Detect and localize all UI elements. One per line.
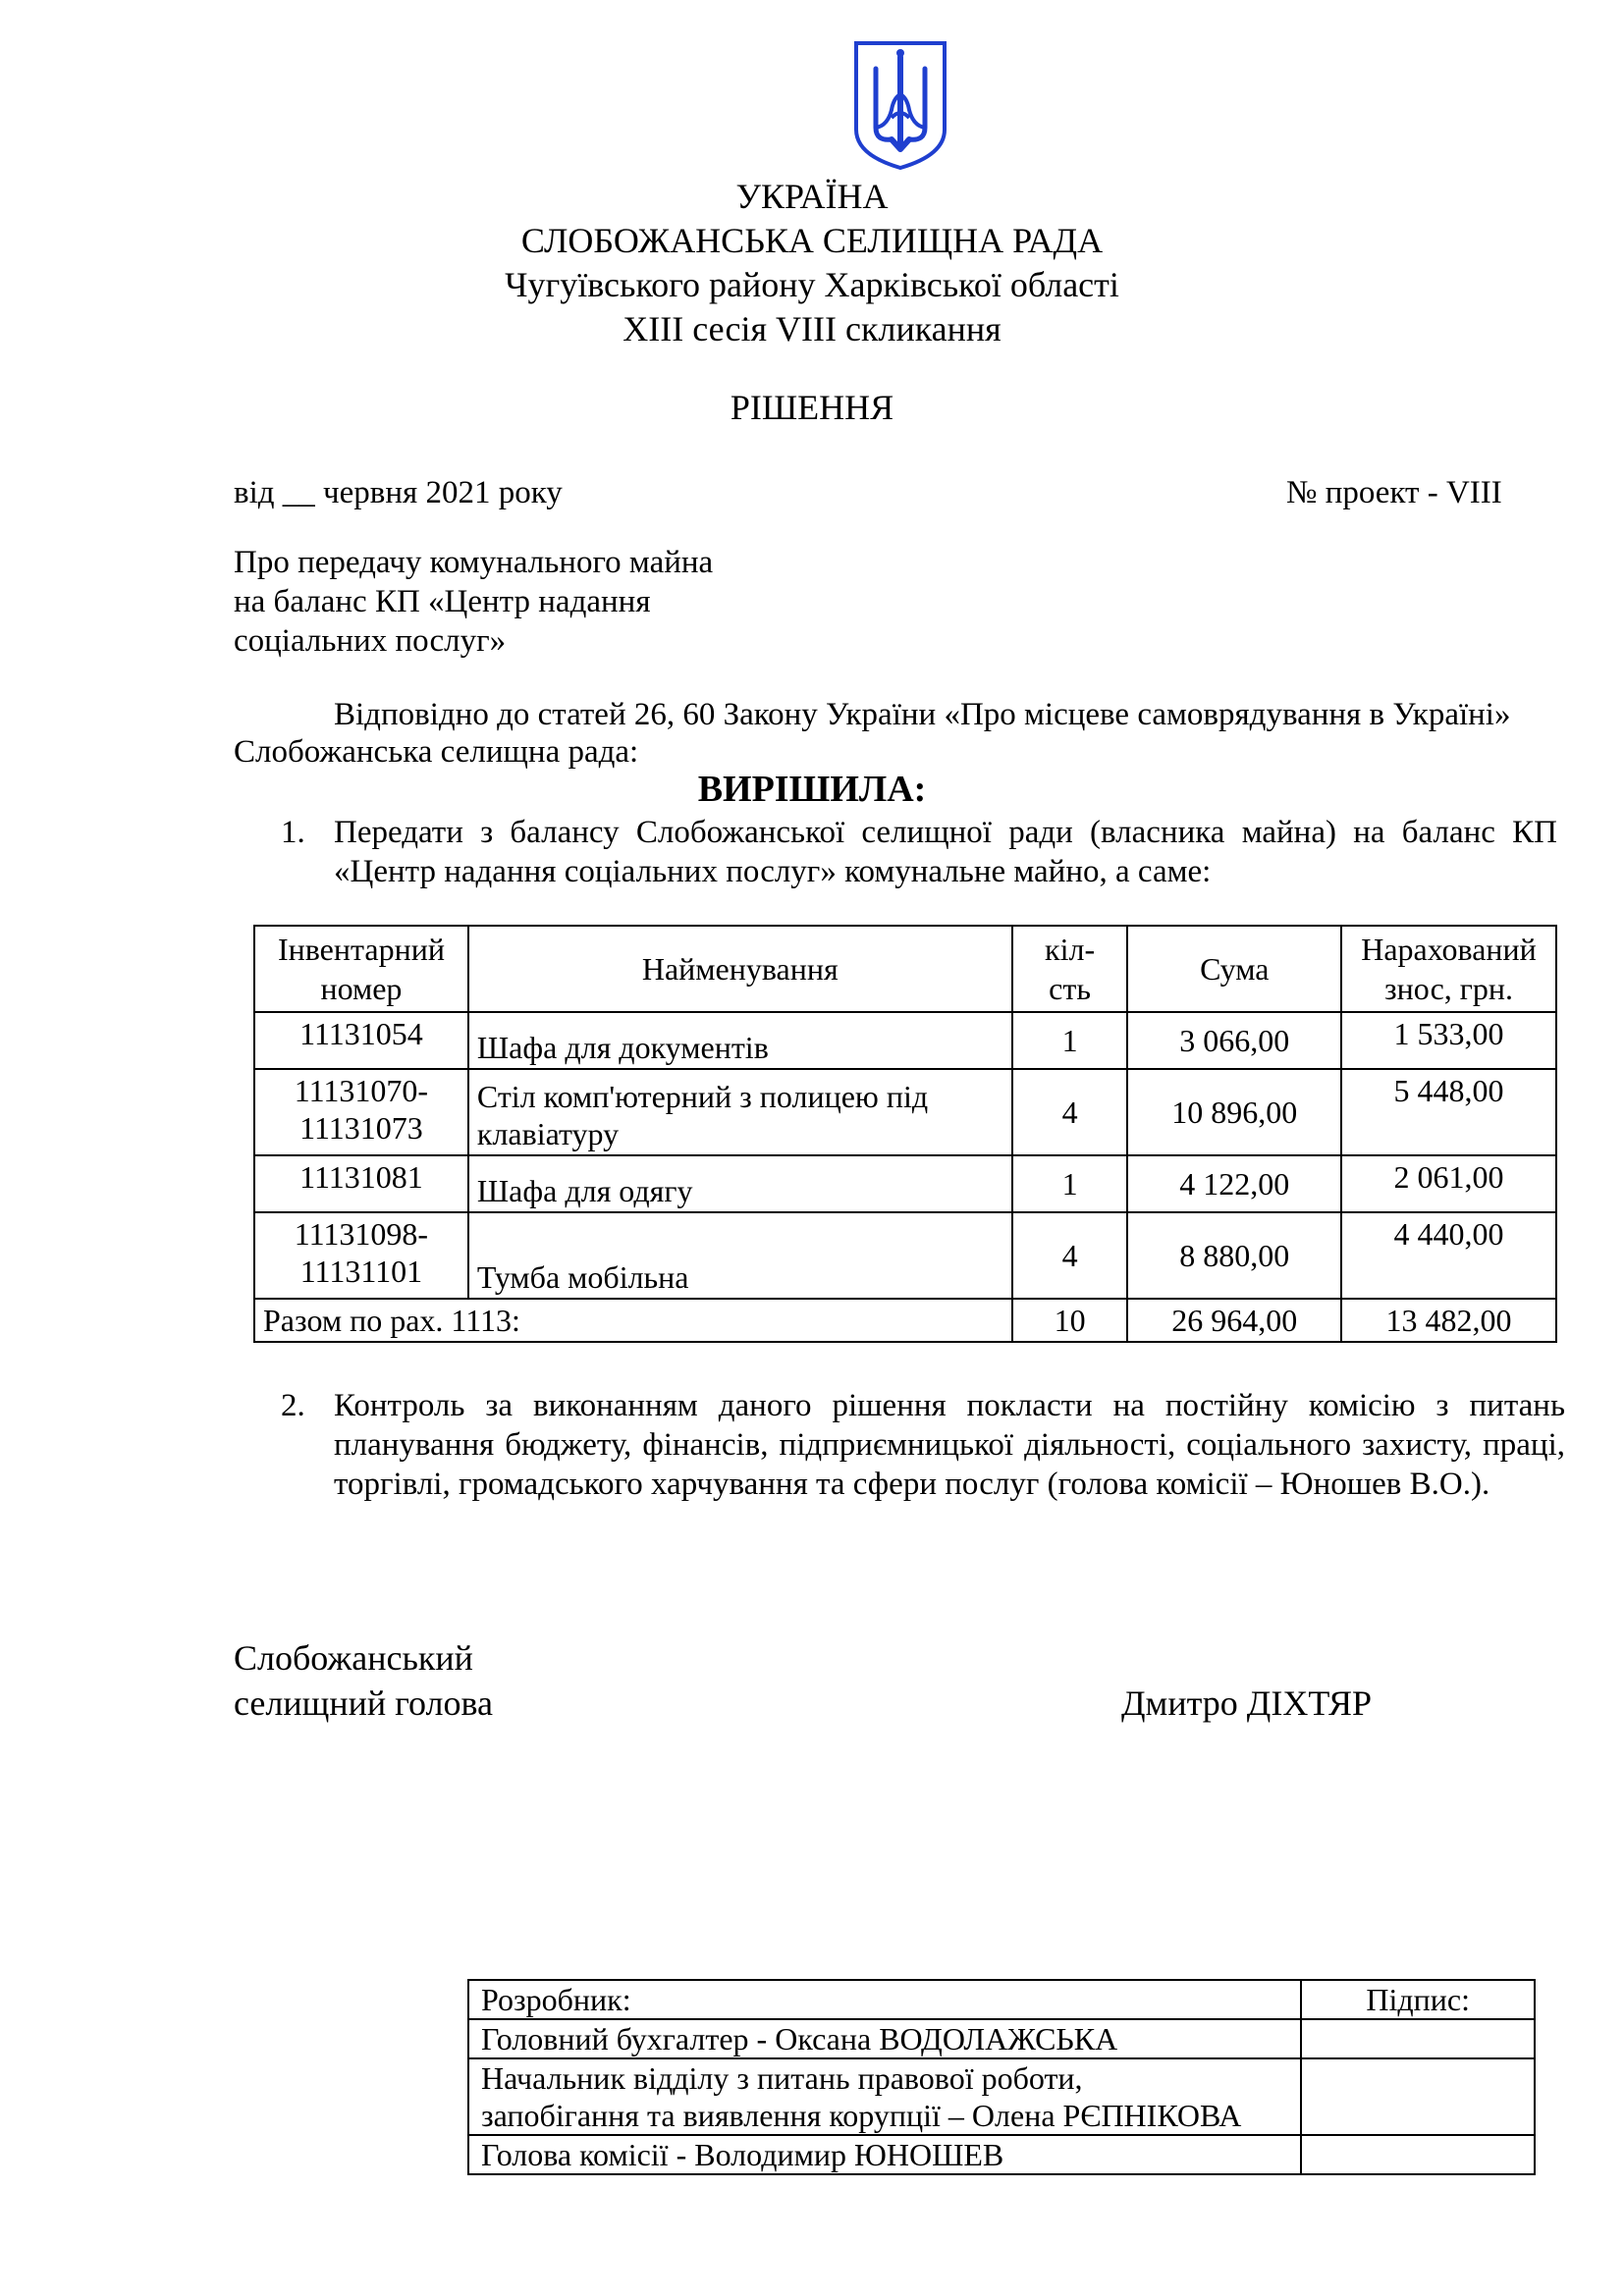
table-header-row — [254, 926, 1556, 1012]
table-total-row — [254, 1299, 1556, 1342]
session-name: XIII сесія VIII скликання — [623, 309, 1001, 348]
header-name: Найменування — [468, 926, 1012, 1012]
preamble-line-1: Відповідно до статей 26, 60 Закону України «Про місцеве самоврядування в Україні» — [334, 697, 1511, 732]
cell-quantity: 1 — [1012, 1012, 1128, 1069]
country-name: УКРАЇНА — [735, 177, 889, 216]
cell-sum: 8 880,00 — [1127, 1212, 1341, 1299]
signature-cell — [1301, 2019, 1535, 2058]
cell-quantity: 4 — [1012, 1069, 1128, 1155]
subject-line-3: соціальних послуг» — [234, 623, 507, 659]
item-1-line-2: «Центр надання соціальних послуг» комунальне майно, а саме: — [334, 854, 1212, 889]
item-1-line-1: Передати з балансу Слобожанської селищної ради (власника майна) на баланс КП — [334, 815, 1557, 850]
approver-commission-head: Голова комісії - Володимир ЮНОШЕВ — [468, 2135, 1301, 2174]
approval-row — [468, 2135, 1535, 2174]
developer-label: Розробник: — [468, 1980, 1301, 2019]
signatory-title-1: Слобожанський — [234, 1638, 473, 1678]
signature-column-label: Підпис: — [1301, 1980, 1535, 2019]
item-1-number: 1. — [281, 815, 305, 850]
coat-of-arms-icon — [852, 39, 948, 172]
cell-quantity: 4 — [1012, 1212, 1128, 1299]
item-2-line-2: планування бюджету, фінансів, підприємницької діяльності, соціального захисту, праці, — [334, 1427, 1565, 1463]
header-depreciation: Нарахований знос, грн. — [1341, 926, 1556, 1012]
signature-cell — [1301, 2135, 1535, 2174]
approval-row — [468, 2058, 1535, 2135]
cell-depreciation: 5 448,00 — [1341, 1069, 1556, 1155]
signatory-title-2: селищний голова — [234, 1683, 494, 1723]
cell-name: Шафа для документів — [468, 1012, 1012, 1069]
approval-header-row — [468, 1980, 1535, 2019]
total-sum: 26 964,00 — [1127, 1299, 1341, 1342]
approver-chief-accountant: Головний бухгалтер - Оксана ВОДОЛАЖСЬКА — [468, 2019, 1301, 2058]
table-row — [254, 1155, 1556, 1212]
cell-inventory: 11131070- 11131073 — [254, 1069, 468, 1155]
cell-inventory: 11131081 — [254, 1155, 468, 1212]
property-table — [253, 925, 1557, 1343]
project-number: № проект - VIII — [1286, 475, 1502, 510]
cell-name: Тумба мобільна — [468, 1212, 1012, 1299]
table-row — [254, 1069, 1556, 1155]
cell-inventory: 11131098- 11131101 — [254, 1212, 468, 1299]
cell-inventory: 11131054 — [254, 1012, 468, 1069]
table-row — [254, 1012, 1556, 1069]
header-inventory: Інвентарний номер — [254, 926, 468, 1012]
item-2-number: 2. — [281, 1388, 305, 1423]
cell-depreciation: 2 061,00 — [1341, 1155, 1556, 1212]
header-sum: Сума — [1127, 926, 1341, 1012]
total-depreciation: 13 482,00 — [1341, 1299, 1556, 1342]
cell-sum: 10 896,00 — [1127, 1069, 1341, 1155]
header-quantity: кіл- сть — [1012, 926, 1128, 1012]
subject-line-1: Про передачу комунального майна — [234, 545, 714, 580]
cell-quantity: 1 — [1012, 1155, 1128, 1212]
cell-name: Шафа для одягу — [468, 1155, 1012, 1212]
district-name: Чугуївського району Харківської області — [505, 265, 1119, 304]
approval-row — [468, 2019, 1535, 2058]
total-quantity: 10 — [1012, 1299, 1128, 1342]
cell-sum: 3 066,00 — [1127, 1012, 1341, 1069]
item-2-line-1: Контроль за виконанням даного рішення покласти на постійну комісію з питань — [334, 1388, 1565, 1423]
preamble-line-2: Слобожанська селищна рада: — [234, 734, 639, 770]
signature-cell — [1301, 2058, 1535, 2135]
signatory-name: Дмитро ДІХТЯР — [1121, 1683, 1372, 1723]
cell-name: Стіл комп'ютерний з полицею під клавіатуру — [468, 1069, 1012, 1155]
decided-heading: ВИРІШИЛА: — [697, 769, 927, 810]
document-type: РІШЕННЯ — [730, 388, 894, 427]
cell-depreciation: 1 533,00 — [1341, 1012, 1556, 1069]
table-row — [254, 1212, 1556, 1299]
total-label: Разом по рах. 1113: — [254, 1299, 1012, 1342]
decision-date: від __ червня 2021 року — [234, 475, 563, 510]
approval-table — [467, 1979, 1536, 2175]
cell-depreciation: 4 440,00 — [1341, 1212, 1556, 1299]
approver-legal-head: Начальник відділу з питань правової роботи, запобігання та виявлення корупції – Олена РЄПНІКОВА — [468, 2058, 1301, 2135]
subject-line-2: на баланс КП «Центр надання — [234, 584, 651, 619]
council-name: СЛОБОЖАНСЬКА СЕЛИЩНА РАДА — [520, 221, 1104, 260]
item-2-line-3: торгівлі, громадського харчування та сфери послуг (голова комісії – Юношев В.О.). — [334, 1467, 1490, 1502]
cell-sum: 4 122,00 — [1127, 1155, 1341, 1212]
